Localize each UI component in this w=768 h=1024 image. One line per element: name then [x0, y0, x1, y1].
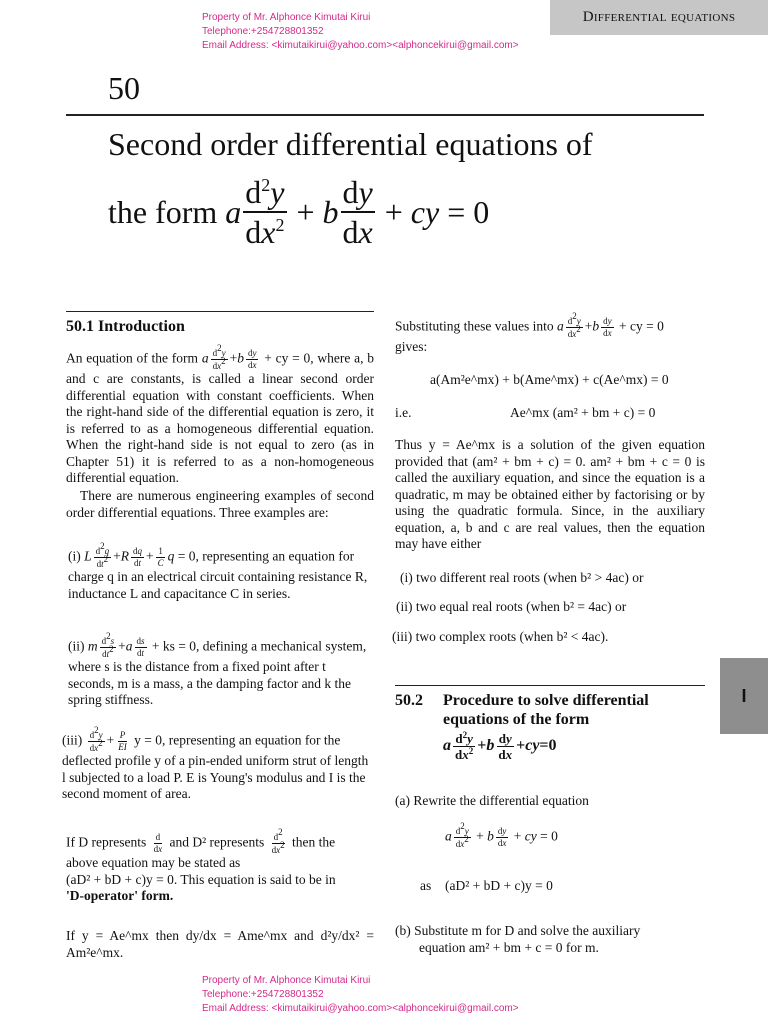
sec1-rule: [66, 311, 374, 312]
title-equation: a $\frac{d^2y}{dx^2}$ + b $\frac{dy}{dx}$ + cy = 0: [225, 174, 490, 250]
example-ii: (ii) m $\frac{d^2s}{dt^2}$ +a $\frac{ds}{dt}$ + ks = 0, defining a mechanical system, where s is the distance from a fixed point after t seconds, m is a mass, a the damping factor and k the spring stiffness.: [68, 631, 367, 707]
running-head-tab: Differential equations: [550, 0, 768, 35]
thus-para: Thus y = Ae^mx is a solution of the given equation provided that (am² + bm + c) = 0. am² + bm + c = 0 is called the auxiliary equation, and since the equation is a quadratic, m may be obtained either by factorising or by using the quadratic formula. Since, in the auxiliary equation, a, b and c are real values, then the equation may have either: [395, 437, 705, 551]
header-telephone: Telephone:+254728801352: [202, 26, 324, 37]
title-rule: [66, 114, 704, 116]
chapter-number: 50: [108, 70, 140, 106]
sec1-heading: 50.1 Introduction: [66, 318, 185, 335]
root-case-i: (i) two different real roots (when b² > 4ac) or: [400, 570, 644, 585]
equation-2: Ae^mx (am² + bm + c) = 0: [510, 405, 656, 420]
title-prefix: the form: [108, 194, 218, 230]
title-line-1: Second order differential equations of: [108, 126, 593, 162]
sec2-number: 50.2: [395, 692, 423, 709]
header-email: Email Address: <kimutaikirui@yahoo.com><alphoncekirui@gmail.com>: [202, 40, 519, 51]
sec2-title-1: Procedure to solve differential: [443, 692, 649, 709]
p1-eq-tail: + cy = 0, where: [264, 350, 351, 366]
example-ii-text: + ks = 0, defining a mechanical system, where s is the distance from a fixed point after t seconds, m is a mass, a the damping factor and k the spring stiffness.: [68, 638, 367, 707]
step-a: (a) Rewrite the differential equation: [395, 793, 589, 808]
example-i: (i) L $\frac{d^2q}{dt^2}$ +R $\frac{dq}{dt}$ + $\frac{1}{C}$ q = 0, representing an equation for charge q in an electrical circuit containing resistance R, inductance L and capacitance C in series.: [68, 541, 368, 601]
sec2-rule: [395, 685, 705, 686]
header-property: Property of Mr. Alphonce Kimutai Kirui: [202, 12, 371, 23]
step-a-equation: a $\frac{d^2y}{dx^2}$ + b $\frac{dy}{dx}$ + cy = 0: [445, 821, 558, 849]
d-operator-para: If D represents $\frac{d}{dx}$ and D² represents $\frac{d^2}{dx^2}$ then the above equation may be stated as (aD² + bD + c)y = 0. This equation is said to be in 'D-operator' form.: [66, 827, 336, 903]
example-iii: (iii) $\frac{d^2y}{dx^2}$ + $\frac{P}{EI}$ y = 0, representing an equation for the deflected profile y of a pin-ended uniform strut of length l subjected to a load P. E is Young's modulus and I is the second moment of area.: [62, 725, 369, 801]
subst-para: Substituting these values into a $\frac{d^2y}{dx^2}$ +b $\frac{dy}{dx}$ + cy = 0 gives:: [395, 311, 664, 354]
sec1-para1: An equation of the form a $\frac{d^2y}{dx^2}$ +b $\frac{dy}{dx}$ + cy = 0, where a, b and c are constants, is called a linear second order differential equation with constant coefficients. When the right-hand side of the differential equation is zero, it is referred to as a homogeneous differential equation. When the right-hand side is not equal to zero (as in Chapter 51) it is referred to as a non-homogeneous differential equation.: [66, 343, 375, 485]
as-label: as: [420, 878, 432, 893]
step-b: (b) Substitute m for D and solve the auxiliary equation am² + bm + c = 0 for m.: [395, 923, 641, 955]
p1-rest: a, b and c are constants, is called a linear second order differential equation with constant coefficients. When the right-hand side of the differential equation is zero, it is referred to as a homogeneous differential equation. When the right-hand side is not equal to zero (as in Chapter 51) it is referred to as a non-homogeneous differential equation.: [66, 350, 375, 485]
example-iii-text: y = 0, representing an equation for the deflected profile y of a pin-ended uniform strut of length l subjected to a load P. E is Young's modulus and I is the second moment of area.: [62, 732, 369, 801]
example-i-text: = 0, representing an equation for charge q in an electrical circuit containing resistance R, inductance L and capacitance C in series.: [68, 548, 368, 601]
footer-telephone: Telephone:+254728801352: [202, 989, 324, 1000]
p1-start: An equation of the form: [66, 350, 199, 366]
root-case-iii: (iii) two complex roots (when b² < 4ac).: [392, 629, 609, 644]
substitution-line: If y = Ae^mx then dy/dx = Ame^mx and d²y/dx² = Am²e^mx.: [66, 928, 374, 960]
as-equation: (aD² + bD + c)y = 0: [445, 878, 553, 893]
part-tab: I: [720, 658, 768, 734]
footer-email: Email Address: <kimutaikirui@yahoo.com><alphoncekirui@gmail.com>: [202, 1003, 519, 1014]
title-line-2: [108, 176, 708, 248]
chapter-title: [108, 124, 708, 248]
sec2-title-2: equations of the form: [443, 711, 590, 728]
sec2-title-equation: a $\frac{d^2y}{dx^2}$ +b $\frac{dy}{dx}$ +cy=0: [443, 730, 557, 762]
equation-1: a(Am²e^mx) + b(Ame^mx) + c(Ae^mx) = 0: [430, 372, 669, 387]
sec1-para2: There are numerous engineering examples of second order differential equations. Three examples are:: [66, 488, 374, 520]
ie-label: i.e.: [395, 405, 412, 420]
root-case-ii: (ii) two equal real roots (when b² = 4ac) or: [396, 599, 627, 614]
footer-property: Property of Mr. Alphonce Kimutai Kirui: [202, 975, 371, 986]
